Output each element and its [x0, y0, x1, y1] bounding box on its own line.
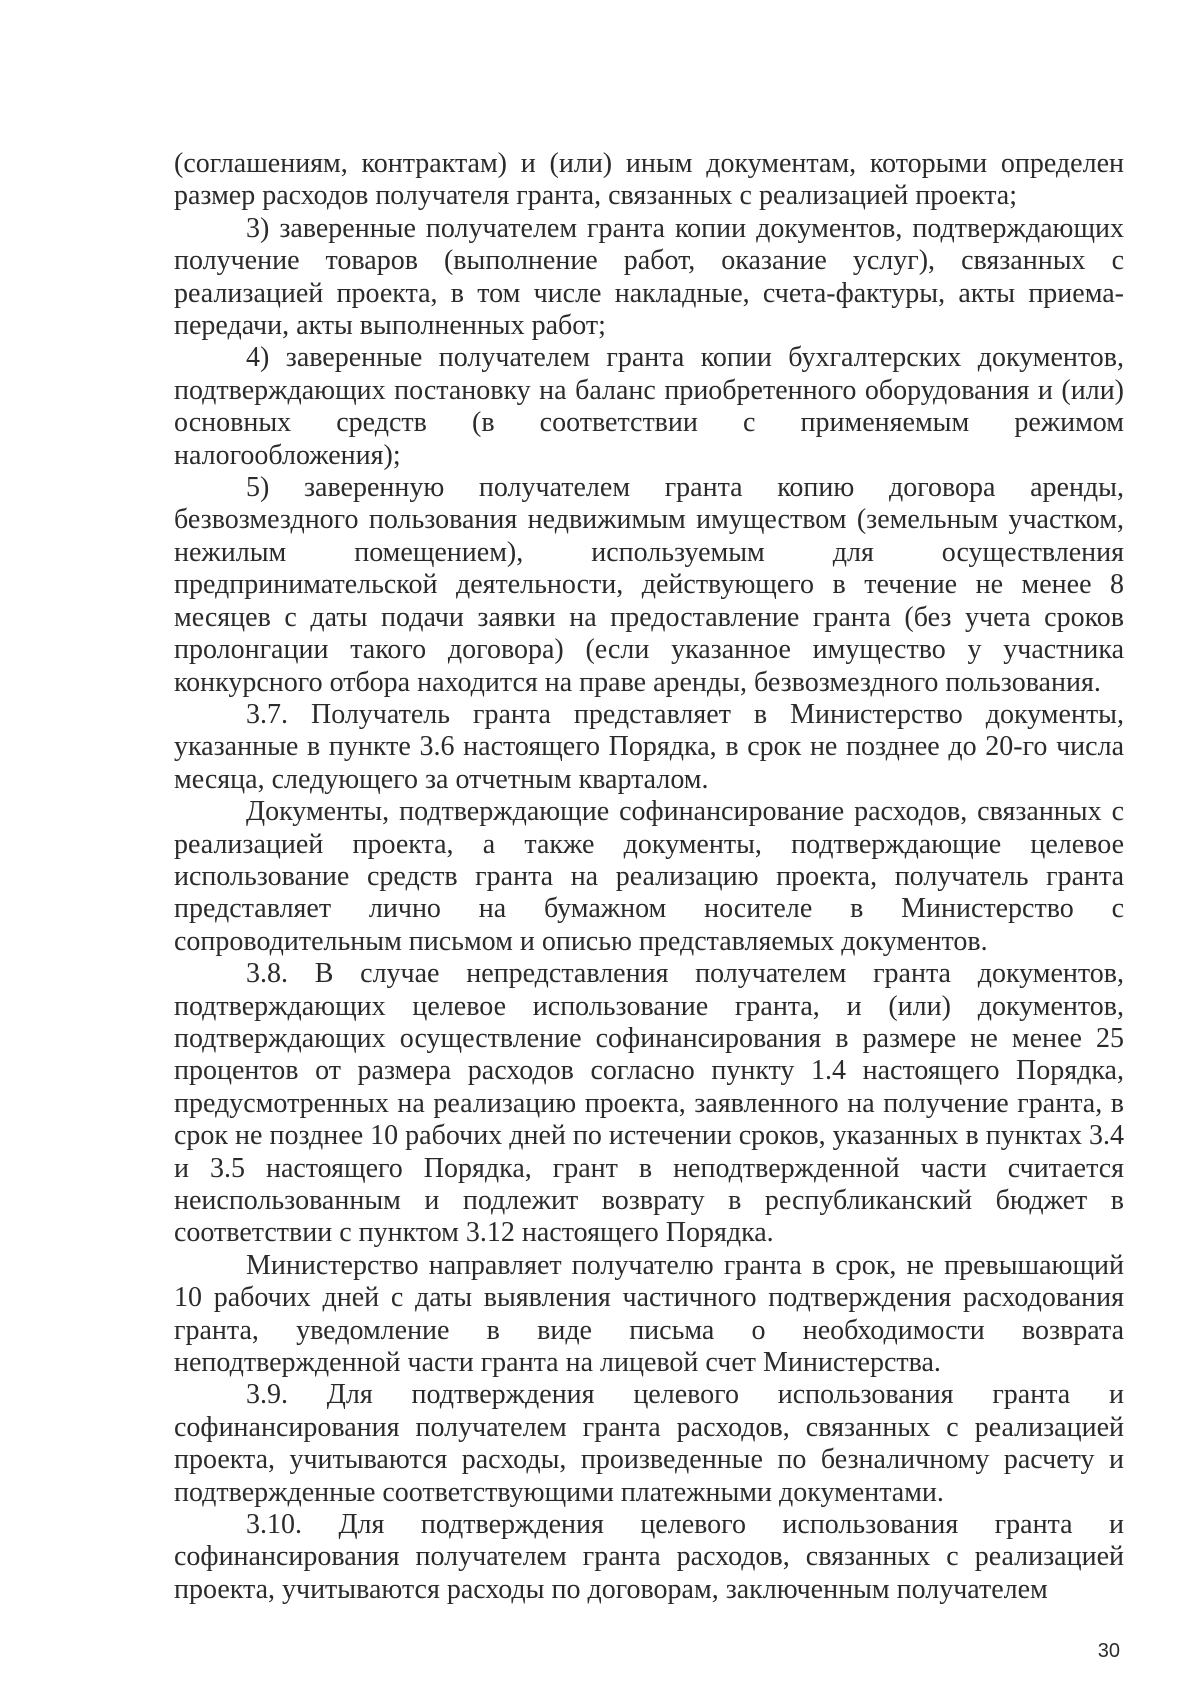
paragraph-3-8: 3.8. В случае непредставления получателем гранта документов, подтверждающих целевое использование гранта, и (или) документов, подтверждающих осуществление софинансирования в размере не менее 25 процентов от размера расходов согласно пункту 1.4 настоящего Порядка, предусмотренных на реализацию проекта, заявленного на получение гранта, в срок не позднее 10 рабочих дней по истечении сроков, указанных в пунктах 3.4 и 3.5 настоящего Порядка, грант в неподтвержденной части считается неиспользованным и подлежит возврату в республиканский бюджет в соответствии с пунктом 3.12 настоящего Порядка. [174, 958, 1124, 1249]
paragraph-3-7: 3.7. Получатель гранта представляет в Министерство документы, указанные в пункте 3.6 настоящего Порядка, в срок не позднее до 20-го числа месяца, следующего за отчетным кварталом. [174, 698, 1124, 795]
paragraph-item-5: 5) заверенную получателем гранта копию договора аренды, безвозмездного пользования недвижимым имуществом (земельным участком, нежилым помещением), используемым для осуществления предпринимательской деятельности, действующего в течение не менее 8 месяцев с даты подачи заявки на предоставление гранта (без учета сроков пролонгации такого договора) (если указанное имущество у участника конкурсного отбора находится на праве аренды, безвозмездного пользования. [174, 472, 1124, 698]
paragraph-3-7-documents: Документы, подтверждающие софинансирование расходов, связанных с реализацией проекта, а также документы, подтверждающие целевое использование средств гранта на реализацию проекта, получатель гранта представляет лично на бумажном носителе в Министерство с сопроводительным письмом и описью представляемых документов. [174, 796, 1124, 957]
paragraph-item-4: 4) заверенные получателем гранта копии бухгалтерских документов, подтверждающих постановку на баланс приобретенного оборудования и (или) основных средств (в соответствии с применяемым режимом налогообложения); [174, 342, 1124, 471]
paragraph-3-8-ministry: Министерство направляет получателю гранта в срок, не превышающий 10 рабочих дней с даты выявления частичного подтверждения расходования гранта, уведомление в виде письма о необходимости возврата неподтвержденной части гранта на лицевой счет Министерства. [174, 1249, 1124, 1379]
document-body [174, 148, 1124, 1606]
paragraph-3-9: 3.9. Для подтверждения целевого использования гранта и софинансирования получателем гранта расходов, связанных с реализацией проекта, учитываются расходы, произведенные по безналичному расчету и подтвержденные соответствующими платежными документами. [174, 1379, 1124, 1508]
page-number: 30 [1097, 1640, 1120, 1662]
paragraph-3-10: 3.10. Для подтверждения целевого использования гранта и софинансирования получателем гранта расходов, связанных с реализацией проекта, учитываются расходы по договорам, заключенным получателем [174, 1509, 1124, 1605]
paragraph-item-3: 3) заверенные получателем гранта копии документов, подтверждающих получение товаров (выполнение работ, оказание услуг), связанных с реализацией проекта, в том числе накладные, счета-фактуры, акты приема-передачи, акты выполненных работ; [174, 212, 1124, 342]
paragraph-continuation: (соглашениям, контрактам) и (или) иным документам, которыми определен размер расходов получателя гранта, связанных с реализацией проекта; [174, 148, 1124, 212]
